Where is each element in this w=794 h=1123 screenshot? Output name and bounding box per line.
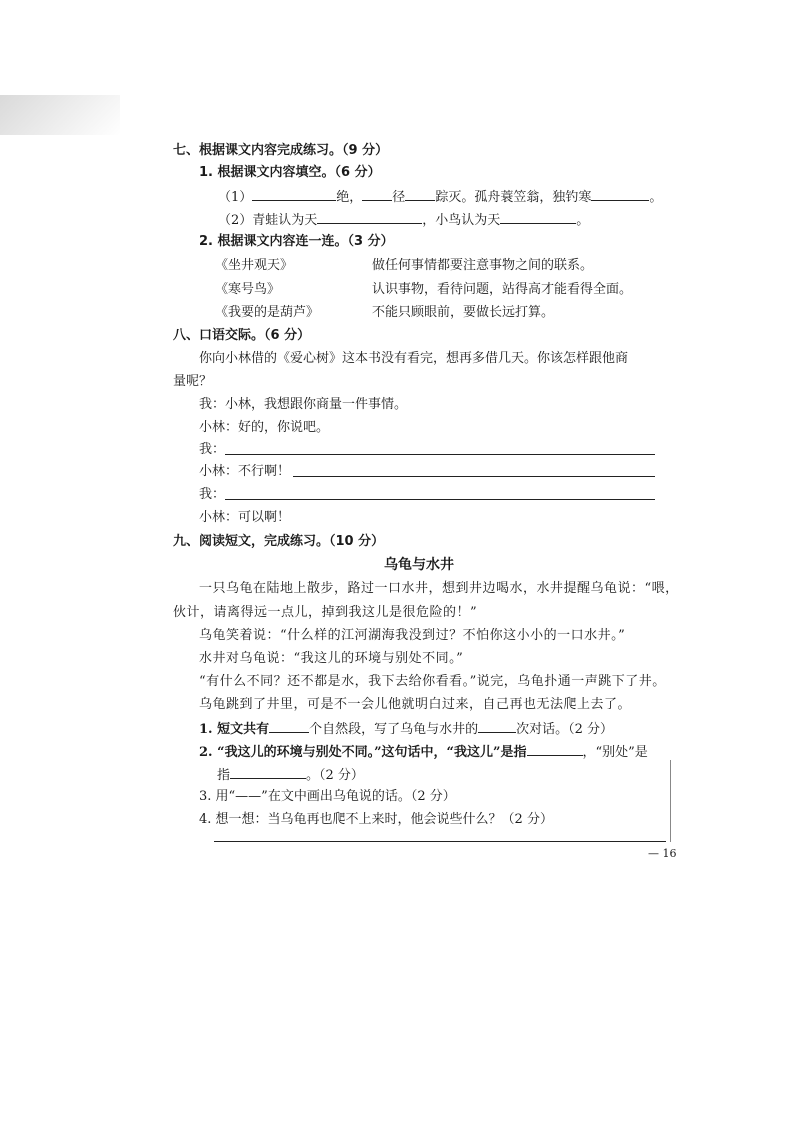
s7-q2-title: 2. 根据课文内容连一连。（3 分） xyxy=(199,234,394,249)
story-line-2: 伙计，请离得远一点儿，掉到我这儿是很危险的！” xyxy=(173,605,478,620)
section-7-heading: 七、根据课文内容完成练习。（9 分） xyxy=(173,143,389,158)
blank-2[interactable] xyxy=(362,187,392,201)
s9-q2-cont xyxy=(217,765,364,785)
story-title: 乌龟与水井 xyxy=(384,557,454,573)
page-number: — 16 xyxy=(648,847,677,860)
s7-q1-line2 xyxy=(218,210,589,230)
story-line-3: 乌龟笑着说：“什么样的江河湖海我没到过？不怕你这小小的一口水井。” xyxy=(199,628,626,643)
s7-q1-line2-num: （2）青蛙认为天 xyxy=(218,213,318,228)
page-edge-line xyxy=(670,760,671,842)
blank-1[interactable] xyxy=(252,187,336,201)
s9-q1-text-b: 个自然段，写了乌龟与水井的 xyxy=(309,722,479,737)
s9-q4: 4. 想一想：当乌龟再也爬不上来时，他会说些什么？（2 分） xyxy=(199,812,553,827)
blank-7[interactable] xyxy=(269,719,309,733)
s8-prompt-line1: 你向小林借的《爱心树》这本书没有看完，想再多借几天。你该怎样跟他商 xyxy=(199,351,629,366)
story-line-6: 乌龟跳到了井里，可是不一会儿他就明白过来，自己再也无法爬上去了。 xyxy=(199,697,632,712)
s9-q2-text-a: 2. “我这儿的环境与别处不同。”这句话中，“我这儿”是指 xyxy=(199,745,527,760)
s7-q1-line1-end: 。 xyxy=(649,190,663,205)
answer-line-3[interactable] xyxy=(225,498,655,500)
blank-3[interactable] xyxy=(405,187,435,201)
s9-q3: 3. 用“——”在文中画出乌龟说的话。（2 分） xyxy=(199,789,456,804)
s7-q1-line1-text-b: 径 xyxy=(392,190,406,205)
answer-line-4[interactable] xyxy=(214,840,666,842)
s7-q1-line1-text-c: 踪灭。孤舟蓑笠翁，独钓寒 xyxy=(435,190,592,205)
s7-q1-line2-text-a: ，小鸟认为天 xyxy=(422,213,501,228)
blank-8[interactable] xyxy=(478,719,516,733)
s7-q1-line2-end: 。 xyxy=(576,213,590,228)
s9-q2-text-b: ，“别处”是 xyxy=(582,745,648,760)
answer-line-1[interactable] xyxy=(225,453,655,455)
dialog-line-6: 小林：可以啊！ xyxy=(199,510,291,525)
match-left-2[interactable]: 《寒号鸟》 xyxy=(215,282,281,297)
blank-6[interactable] xyxy=(500,210,576,224)
story-line-1: 一只乌龟在陆地上散步，路过一口水井，想到井边喝水，水井提醒乌龟说：“喂， xyxy=(199,581,679,596)
dialog-line-3: 我： xyxy=(199,442,226,457)
dialog-line-5: 我： xyxy=(199,487,226,502)
section-9-heading: 九、阅读短文，完成练习。（10 分） xyxy=(173,534,385,549)
dialog-line-4: 小林：不行啊！ xyxy=(199,464,291,479)
s9-q1-text-c: 次对话。（2 分） xyxy=(516,722,614,737)
blank-5[interactable] xyxy=(317,210,422,224)
s7-q1-title: 1. 根据课文内容填空。（6 分） xyxy=(199,165,381,180)
s8-prompt-line2: 量呢？ xyxy=(173,374,213,389)
story-line-4: 水井对乌龟说：“我这儿的环境与别处不同。” xyxy=(199,651,464,666)
dialog-line-2: 小林：好的，你说吧。 xyxy=(199,420,330,435)
blank-4[interactable] xyxy=(591,187,649,201)
s9-q2-text-c: 指 xyxy=(217,768,231,783)
s7-q1-line1-text-a: 绝， xyxy=(336,190,363,205)
blank-9[interactable] xyxy=(527,742,583,756)
match-left-3[interactable]: 《我要的是葫芦》 xyxy=(215,305,320,320)
s9-q1-text-a: 1. 短文共有 xyxy=(199,722,270,737)
dialog-line-1: 我：小林，我想跟你商量一件事情。 xyxy=(199,397,408,412)
s9-q1 xyxy=(199,719,613,739)
match-left-1[interactable]: 《坐井观天》 xyxy=(215,258,294,273)
blank-10[interactable] xyxy=(230,765,306,779)
match-right-1[interactable]: 做任何事情都要注意事物之间的联系。 xyxy=(372,258,594,273)
scan-shadow xyxy=(0,95,120,135)
story-line-5: “有什么不同？还不都是水，我下去给你看看。”说完，乌龟扑通一声跳下了井。 xyxy=(199,674,666,689)
section-8-heading: 八、口语交际。（6 分） xyxy=(173,328,311,343)
answer-line-2[interactable] xyxy=(293,475,655,477)
s9-q2 xyxy=(199,742,648,762)
match-right-2[interactable]: 认识事物，看待问题，站得高才能看得全面。 xyxy=(372,282,633,297)
s9-q2-text-d: 。（2 分） xyxy=(306,768,364,783)
s7-q1-line1-num: （1） xyxy=(218,190,253,205)
match-right-3[interactable]: 不能只顾眼前，要做长远打算。 xyxy=(372,305,555,320)
s7-q1-line1 xyxy=(218,187,662,207)
